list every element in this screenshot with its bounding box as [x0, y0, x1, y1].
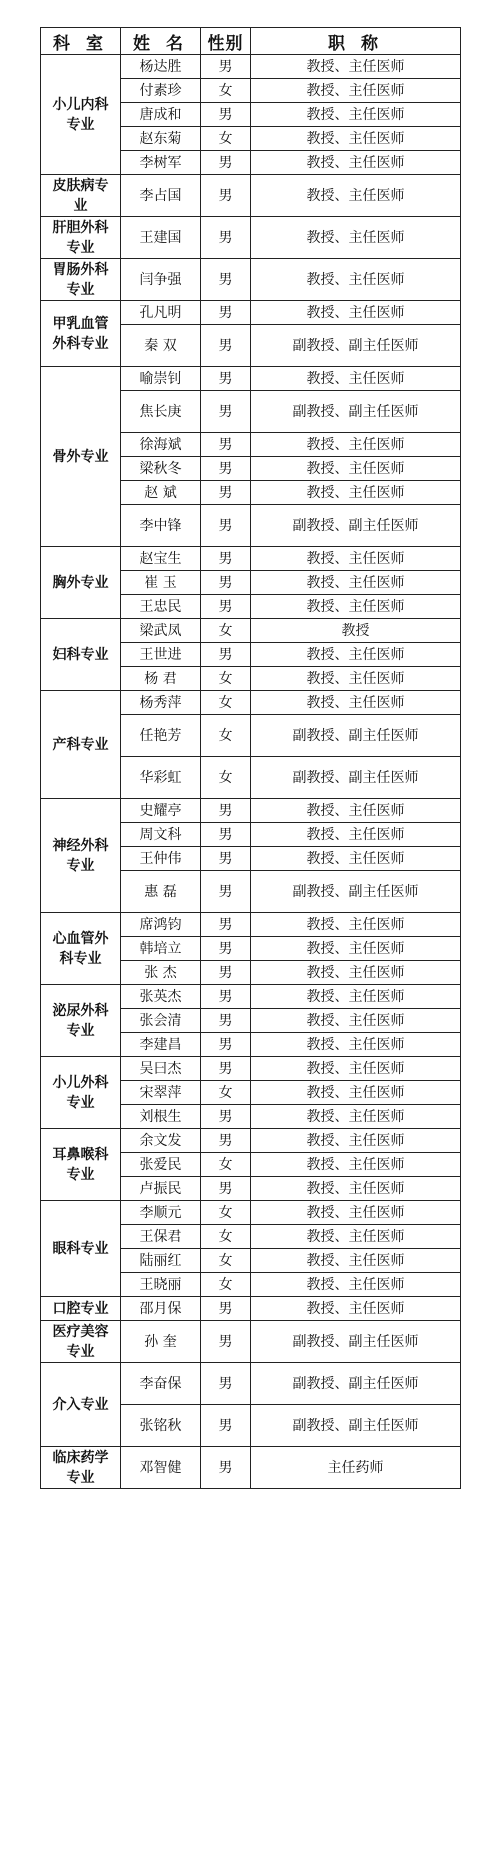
- gender-cell: 女: [201, 691, 251, 715]
- name-cell: 邵月保: [121, 1297, 201, 1321]
- title-cell: 教授、主任医师: [251, 481, 461, 505]
- title-cell: 副教授、副主任医师: [251, 325, 461, 367]
- gender-cell: 男: [201, 103, 251, 127]
- title-cell: 教授、主任医师: [251, 1225, 461, 1249]
- title-cell: 副教授、副主任医师: [251, 1321, 461, 1363]
- gender-cell: 女: [201, 1201, 251, 1225]
- title-cell: 教授、主任医师: [251, 1177, 461, 1201]
- title-cell: 副教授、副主任医师: [251, 715, 461, 757]
- department-cell: 妇科专业: [41, 619, 121, 691]
- name-cell: 赵宝生: [121, 547, 201, 571]
- name-cell: 席鸿钧: [121, 913, 201, 937]
- name-cell: 王世进: [121, 643, 201, 667]
- title-cell: 教授、主任医师: [251, 1105, 461, 1129]
- gender-cell: 女: [201, 1153, 251, 1177]
- title-cell: 教授、主任医师: [251, 691, 461, 715]
- name-cell: 杨达胜: [121, 55, 201, 79]
- title-cell: 教授、主任医师: [251, 937, 461, 961]
- name-cell: 任艳芳: [121, 715, 201, 757]
- title-cell: 教授、主任医师: [251, 79, 461, 103]
- title-cell: 教授、主任医师: [251, 259, 461, 301]
- gender-cell: 男: [201, 595, 251, 619]
- name-cell: 焦长庚: [121, 391, 201, 433]
- header-title: 职 称: [251, 28, 461, 55]
- title-cell: 教授: [251, 619, 461, 643]
- table-row: [41, 1201, 461, 1225]
- table-row: [41, 619, 461, 643]
- title-cell: 教授、主任医师: [251, 103, 461, 127]
- name-cell: 王保君: [121, 1225, 201, 1249]
- title-cell: 副教授、副主任医师: [251, 757, 461, 799]
- header-name: 姓 名: [121, 28, 201, 55]
- gender-cell: 男: [201, 799, 251, 823]
- title-cell: 教授、主任医师: [251, 913, 461, 937]
- title-cell: 教授、主任医师: [251, 1033, 461, 1057]
- name-cell: 梁武凤: [121, 619, 201, 643]
- department-cell: 甲乳血管外科专业: [41, 301, 121, 367]
- name-cell: 王晓丽: [121, 1273, 201, 1297]
- title-cell: 教授、主任医师: [251, 1057, 461, 1081]
- title-cell: 教授、主任医师: [251, 667, 461, 691]
- table-row: [41, 985, 461, 1009]
- title-cell: 教授、主任医师: [251, 1081, 461, 1105]
- title-cell: 教授、主任医师: [251, 823, 461, 847]
- name-cell: 王仲伟: [121, 847, 201, 871]
- title-cell: 教授、主任医师: [251, 1129, 461, 1153]
- title-cell: 教授、主任医师: [251, 985, 461, 1009]
- gender-cell: 男: [201, 961, 251, 985]
- table-row: [41, 1057, 461, 1081]
- table-row: [41, 913, 461, 937]
- gender-cell: 男: [201, 259, 251, 301]
- name-cell: 余文发: [121, 1129, 201, 1153]
- department-cell: 眼科专业: [41, 1201, 121, 1297]
- name-cell: 赵东菊: [121, 127, 201, 151]
- title-cell: 教授、主任医师: [251, 433, 461, 457]
- department-cell: 小儿外科专业: [41, 1057, 121, 1129]
- name-cell: 韩培立: [121, 937, 201, 961]
- title-cell: 教授、主任医师: [251, 595, 461, 619]
- department-cell: 耳鼻喉科专业: [41, 1129, 121, 1201]
- table-row: [41, 301, 461, 325]
- gender-cell: 男: [201, 1009, 251, 1033]
- department-cell: 胃肠外科专业: [41, 259, 121, 301]
- department-cell: 医疗美容专业: [41, 1321, 121, 1363]
- name-cell: 孔凡明: [121, 301, 201, 325]
- title-cell: 教授、主任医师: [251, 547, 461, 571]
- gender-cell: 男: [201, 457, 251, 481]
- title-cell: 教授、主任医师: [251, 1249, 461, 1273]
- gender-cell: 女: [201, 1225, 251, 1249]
- name-cell: 徐海斌: [121, 433, 201, 457]
- gender-cell: 男: [201, 217, 251, 259]
- title-cell: 副教授、副主任医师: [251, 1363, 461, 1405]
- table-row: [41, 1297, 461, 1321]
- gender-cell: 男: [201, 433, 251, 457]
- name-cell: 喻崇钊: [121, 367, 201, 391]
- table-row: [41, 1129, 461, 1153]
- header-row: [41, 28, 461, 55]
- title-cell: 教授、主任医师: [251, 1009, 461, 1033]
- department-cell: 肝胆外科专业: [41, 217, 121, 259]
- gender-cell: 男: [201, 1363, 251, 1405]
- name-cell: 梁秋冬: [121, 457, 201, 481]
- doctor-table: [40, 27, 461, 1489]
- title-cell: 副教授、副主任医师: [251, 1405, 461, 1447]
- gender-cell: 男: [201, 325, 251, 367]
- name-cell: 崔 玉: [121, 571, 201, 595]
- gender-cell: 男: [201, 985, 251, 1009]
- title-cell: 教授、主任医师: [251, 961, 461, 985]
- table-row: [41, 217, 461, 259]
- name-cell: 杨秀萍: [121, 691, 201, 715]
- name-cell: 李树军: [121, 151, 201, 175]
- name-cell: 惠 磊: [121, 871, 201, 913]
- department-cell: 胸外专业: [41, 547, 121, 619]
- title-cell: 教授、主任医师: [251, 55, 461, 79]
- name-cell: 闫争强: [121, 259, 201, 301]
- gender-cell: 男: [201, 1057, 251, 1081]
- title-cell: 教授、主任医师: [251, 1273, 461, 1297]
- name-cell: 张英杰: [121, 985, 201, 1009]
- department-cell: 介入专业: [41, 1363, 121, 1447]
- title-cell: 教授、主任医师: [251, 1201, 461, 1225]
- title-cell: 教授、主任医师: [251, 1153, 461, 1177]
- name-cell: 张会清: [121, 1009, 201, 1033]
- gender-cell: 男: [201, 1129, 251, 1153]
- name-cell: 张爱民: [121, 1153, 201, 1177]
- title-cell: 教授、主任医师: [251, 457, 461, 481]
- gender-cell: 女: [201, 79, 251, 103]
- gender-cell: 男: [201, 301, 251, 325]
- title-cell: 教授、主任医师: [251, 847, 461, 871]
- name-cell: 史耀亭: [121, 799, 201, 823]
- gender-cell: 女: [201, 619, 251, 643]
- gender-cell: 男: [201, 571, 251, 595]
- gender-cell: 女: [201, 1249, 251, 1273]
- name-cell: 李建昌: [121, 1033, 201, 1057]
- name-cell: 李中锋: [121, 505, 201, 547]
- table-row: [41, 55, 461, 79]
- title-cell: 教授、主任医师: [251, 1297, 461, 1321]
- name-cell: 唐成和: [121, 103, 201, 127]
- name-cell: 王忠民: [121, 595, 201, 619]
- name-cell: 周文科: [121, 823, 201, 847]
- name-cell: 华彩虹: [121, 757, 201, 799]
- title-cell: 教授、主任医师: [251, 175, 461, 217]
- gender-cell: 男: [201, 937, 251, 961]
- department-cell: 神经外科专业: [41, 799, 121, 913]
- name-cell: 卢振民: [121, 1177, 201, 1201]
- department-cell: 骨外专业: [41, 367, 121, 547]
- gender-cell: 男: [201, 1105, 251, 1129]
- table-body: [41, 55, 461, 1489]
- name-cell: 杨 君: [121, 667, 201, 691]
- name-cell: 赵 斌: [121, 481, 201, 505]
- gender-cell: 男: [201, 391, 251, 433]
- gender-cell: 女: [201, 1273, 251, 1297]
- gender-cell: 男: [201, 847, 251, 871]
- gender-cell: 男: [201, 481, 251, 505]
- name-cell: 李占国: [121, 175, 201, 217]
- table-row: [41, 691, 461, 715]
- gender-cell: 男: [201, 367, 251, 391]
- title-cell: 教授、主任医师: [251, 217, 461, 259]
- table-row: [41, 1447, 461, 1489]
- table-row: [41, 1363, 461, 1405]
- table-row: [41, 259, 461, 301]
- department-cell: 泌尿外科专业: [41, 985, 121, 1057]
- table-row: [41, 547, 461, 571]
- department-cell: 小儿内科专业: [41, 55, 121, 175]
- table-row: [41, 367, 461, 391]
- gender-cell: 男: [201, 1177, 251, 1201]
- gender-cell: 男: [201, 547, 251, 571]
- title-cell: 教授、主任医师: [251, 367, 461, 391]
- gender-cell: 女: [201, 715, 251, 757]
- department-cell: 心血管外科专业: [41, 913, 121, 985]
- gender-cell: 女: [201, 127, 251, 151]
- title-cell: 教授、主任医师: [251, 127, 461, 151]
- table-row: [41, 175, 461, 217]
- table-row: [41, 1321, 461, 1363]
- name-cell: 吴曰杰: [121, 1057, 201, 1081]
- department-cell: 皮肤病专业: [41, 175, 121, 217]
- department-cell: 临床药学专业: [41, 1447, 121, 1489]
- name-cell: 李奋保: [121, 1363, 201, 1405]
- gender-cell: 男: [201, 1321, 251, 1363]
- gender-cell: 女: [201, 667, 251, 691]
- gender-cell: 男: [201, 1033, 251, 1057]
- name-cell: 宋翠萍: [121, 1081, 201, 1105]
- title-cell: 副教授、副主任医师: [251, 505, 461, 547]
- gender-cell: 女: [201, 1081, 251, 1105]
- name-cell: 付素珍: [121, 79, 201, 103]
- header-gender: 性别: [201, 28, 251, 55]
- name-cell: 秦 双: [121, 325, 201, 367]
- name-cell: 邓智健: [121, 1447, 201, 1489]
- title-cell: 教授、主任医师: [251, 301, 461, 325]
- name-cell: 王建国: [121, 217, 201, 259]
- table-row: [41, 799, 461, 823]
- gender-cell: 男: [201, 823, 251, 847]
- title-cell: 教授、主任医师: [251, 571, 461, 595]
- gender-cell: 男: [201, 1297, 251, 1321]
- name-cell: 孙 奎: [121, 1321, 201, 1363]
- title-cell: 教授、主任医师: [251, 151, 461, 175]
- gender-cell: 男: [201, 1405, 251, 1447]
- gender-cell: 男: [201, 55, 251, 79]
- gender-cell: 男: [201, 1447, 251, 1489]
- name-cell: 陆丽红: [121, 1249, 201, 1273]
- name-cell: 刘根生: [121, 1105, 201, 1129]
- department-cell: 产科专业: [41, 691, 121, 799]
- name-cell: 张 杰: [121, 961, 201, 985]
- name-cell: 张铭秋: [121, 1405, 201, 1447]
- header-department: 科 室: [41, 28, 121, 55]
- gender-cell: 男: [201, 871, 251, 913]
- title-cell: 教授、主任医师: [251, 799, 461, 823]
- gender-cell: 女: [201, 757, 251, 799]
- gender-cell: 男: [201, 913, 251, 937]
- title-cell: 主任药师: [251, 1447, 461, 1489]
- department-cell: 口腔专业: [41, 1297, 121, 1321]
- title-cell: 教授、主任医师: [251, 643, 461, 667]
- title-cell: 副教授、副主任医师: [251, 871, 461, 913]
- gender-cell: 男: [201, 643, 251, 667]
- name-cell: 李顺元: [121, 1201, 201, 1225]
- gender-cell: 男: [201, 175, 251, 217]
- title-cell: 副教授、副主任医师: [251, 391, 461, 433]
- gender-cell: 男: [201, 151, 251, 175]
- gender-cell: 男: [201, 505, 251, 547]
